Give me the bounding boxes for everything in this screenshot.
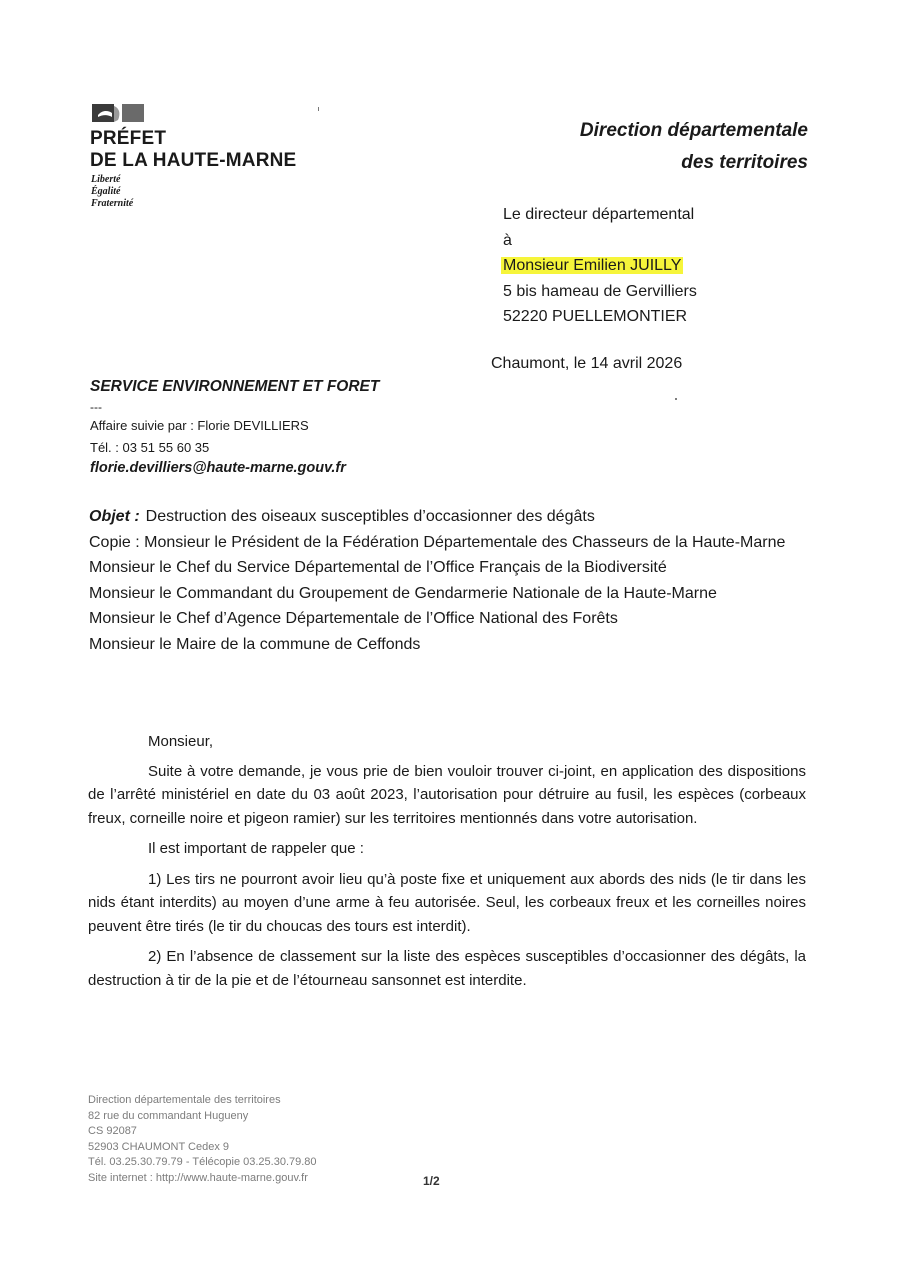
marianne-logo-icon <box>92 103 144 123</box>
copy-line-2: Monsieur le Chef du Service Départemental de l’Office Français de la Biodiversité <box>89 559 667 576</box>
recipient-address-1: 5 bis hameau de Gervilliers <box>503 282 697 300</box>
fold-mark <box>318 107 319 111</box>
motto-egalite: Égalité <box>91 186 121 197</box>
subject-text: Destruction des oiseaux susceptibles d’occasionner des dégâts <box>145 508 595 525</box>
footer-line-6: Site internet : http://www.haute-marne.gouv.fr <box>88 1171 308 1184</box>
institution-title <box>90 128 296 172</box>
republic-motto <box>91 174 133 210</box>
footer-address <box>88 1093 317 1187</box>
letter-body <box>88 730 806 999</box>
copy-line-4: Monsieur le Chef d’Agence Départementale de l’Office National des Forêts <box>89 610 618 627</box>
greeting: Monsieur, <box>148 733 214 750</box>
paragraph-4: 2) En l’absence de classement sur la liste des espèces susceptibles d’occasionner des dégâts, la destruction à tir de la pie et de l’étourneau sansonnet est interdite. <box>88 948 806 989</box>
recipient-address-2: 52220 PUELLEMONTIER <box>503 308 688 325</box>
footer-line-5: Tél. 03.25.30.79.79 - Télécopie 03.25.30.79.80 <box>88 1156 317 1169</box>
copy-line-3: Monsieur le Commandant du Groupement de Gendarmerie Nationale de la Haute-Marne <box>89 584 717 602</box>
institution-line-2: DE LA HAUTE-MARNE <box>90 150 297 171</box>
contact-phone: Tél. : 03 51 55 60 35 <box>90 440 210 455</box>
copy-line-1: Copie : Monsieur le Président de la Fédération Départementale des Chasseurs de la Haute-Marne <box>89 533 786 551</box>
footer-line-4: 52903 CHAUMONT Cedex 9 <box>88 1140 230 1153</box>
contact-email: florie.devilliers@haute-marne.gouv.fr <box>90 460 346 476</box>
scan-dot <box>675 398 677 400</box>
paragraph-1: Suite à votre demande, je vous prie de bien vouloir trouver ci-joint, en application des dispositions de l’arrêté ministériel en date du 03 août 2023, l’autorisation pour détruire au fusil, les espèces (corbeaux freux, corneille noire et pigeon ramier) sur les territoires mentionnés dans votre autorisation. <box>88 762 806 827</box>
motto-fraternite: Fraternité <box>91 198 134 209</box>
recipient-block <box>503 202 697 330</box>
service-name: SERVICE ENVIRONNEMENT ET FORET <box>90 378 380 395</box>
contact-block <box>90 415 309 459</box>
date-line: Chaumont, le 14 avril 2026 <box>491 355 683 372</box>
direction-line-2: des territoires <box>681 152 808 173</box>
direction-line-1: Direction départementale <box>579 120 808 141</box>
to-word: à <box>503 231 512 249</box>
sender-title: Le directeur départemental <box>503 206 695 223</box>
copy-line-5: Monsieur le Maire de la commune de Ceffonds <box>89 635 421 653</box>
footer-line-1: Direction départementale des territoires <box>88 1094 281 1106</box>
page-number: 1/2 <box>423 1174 440 1188</box>
footer-line-2: 82 rue du commandant Hugueny <box>88 1109 249 1122</box>
subject-line <box>89 504 809 530</box>
motto-liberte: Liberté <box>91 174 121 185</box>
recipient-name: Monsieur Emilien JUILLY <box>503 257 682 274</box>
subject-label: Objet : <box>89 508 140 525</box>
subject-block <box>89 504 809 657</box>
service-separator: --- <box>90 400 102 414</box>
direction-header <box>580 115 808 179</box>
institution-line-1: PRÉFET <box>90 128 167 149</box>
followed-by: Affaire suivie par : Florie DEVILLIERS <box>90 418 309 433</box>
footer-line-3: CS 92087 <box>88 1125 137 1138</box>
paragraph-3: 1) Les tirs ne pourront avoir lieu qu’à poste fixe et uniquement aux abords des nids (le tir dans les nids étant interdits) au moyen d’une arme à feu autorisée. Seul, les corbeaux freux et les corneilles noires peuvent être tirés (le tir du choucas des tours est interdit). <box>88 870 806 935</box>
paragraph-2: Il est important de rappeler que : <box>148 840 364 857</box>
